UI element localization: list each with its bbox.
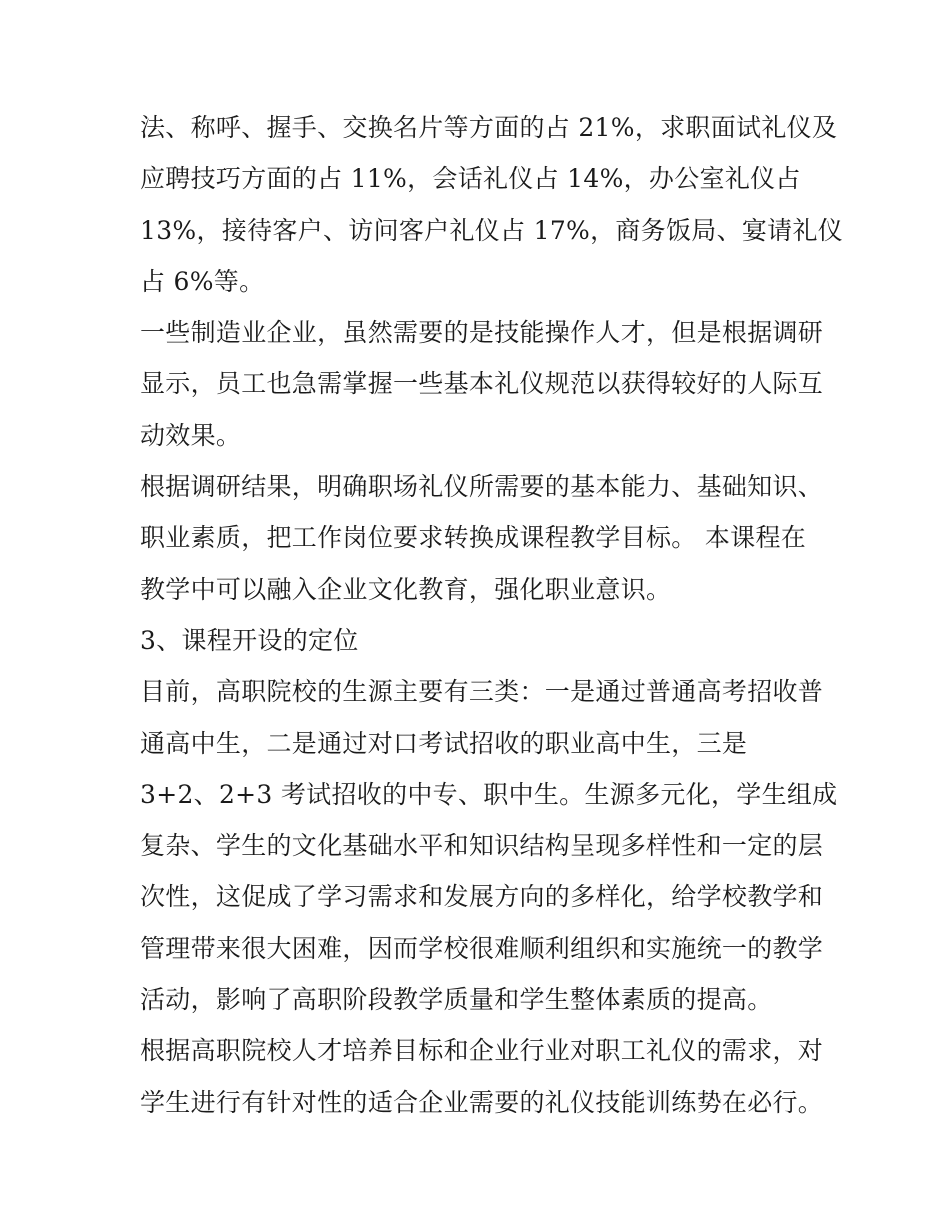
text-line: 13%，接待客户、访问客户礼仪占 17%，商务饭局、宴请礼仪: [140, 215, 844, 245]
text-line: 根据高职院校人才培养目标和企业行业对职工礼仪的需求，对: [140, 1036, 824, 1066]
body-text: [140, 102, 844, 1128]
text-line: 教学中可以融入企业文化教育，强化职业意识。: [140, 574, 672, 604]
text-line: 目前，高职院校的生源主要有三类：一是通过普通高考招收普: [140, 677, 824, 707]
text-line: 3+2、2+3 考试招收的中专、职中生。生源多元化，学生组成: [140, 779, 838, 809]
text-line: 通高中生，二是通过对口考试招收的职业高中生，三是: [140, 728, 748, 758]
text-line: 根据调研结果，明确职场礼仪所需要的基本能力、基础知识、: [140, 472, 824, 502]
text-line: 职业素质，把工作岗位要求转换成课程教学目标。 本课程在: [140, 523, 807, 553]
text-line: 复杂、学生的文化基础水平和知识结构呈现多样性和一定的层: [140, 831, 824, 861]
text-line: 学生进行有针对性的适合企业需要的礼仪技能训练势在必行。: [140, 1087, 824, 1117]
text-line: 显示，员工也急需掌握一些基本礼仪规范以获得较好的人际互: [140, 369, 824, 399]
text-line: 次性，这促成了学习需求和发展方向的多样化，给学校教学和: [140, 882, 824, 912]
text-line: 法、称呼、握手、交换名片等方面的占 21%，求职面试礼仪及: [140, 113, 838, 142]
text-line: 应聘技巧方面的占 11%，会话礼仪占 14%，办公室礼仪占: [140, 164, 801, 194]
text-line: 一些制造业企业，虽然需要的是技能操作人才，但是根据调研: [140, 318, 824, 348]
section-heading: 3、课程开设的定位: [140, 625, 359, 655]
text-line: 占 6%等。: [140, 266, 265, 296]
text-line: 动效果。: [140, 420, 242, 450]
text-line: 管理带来很大困难，因而学校很难顺利组织和实施统一的教学: [140, 933, 824, 963]
text-line: 活动，影响了高职阶段教学质量和学生整体素质的提高。: [140, 985, 773, 1015]
